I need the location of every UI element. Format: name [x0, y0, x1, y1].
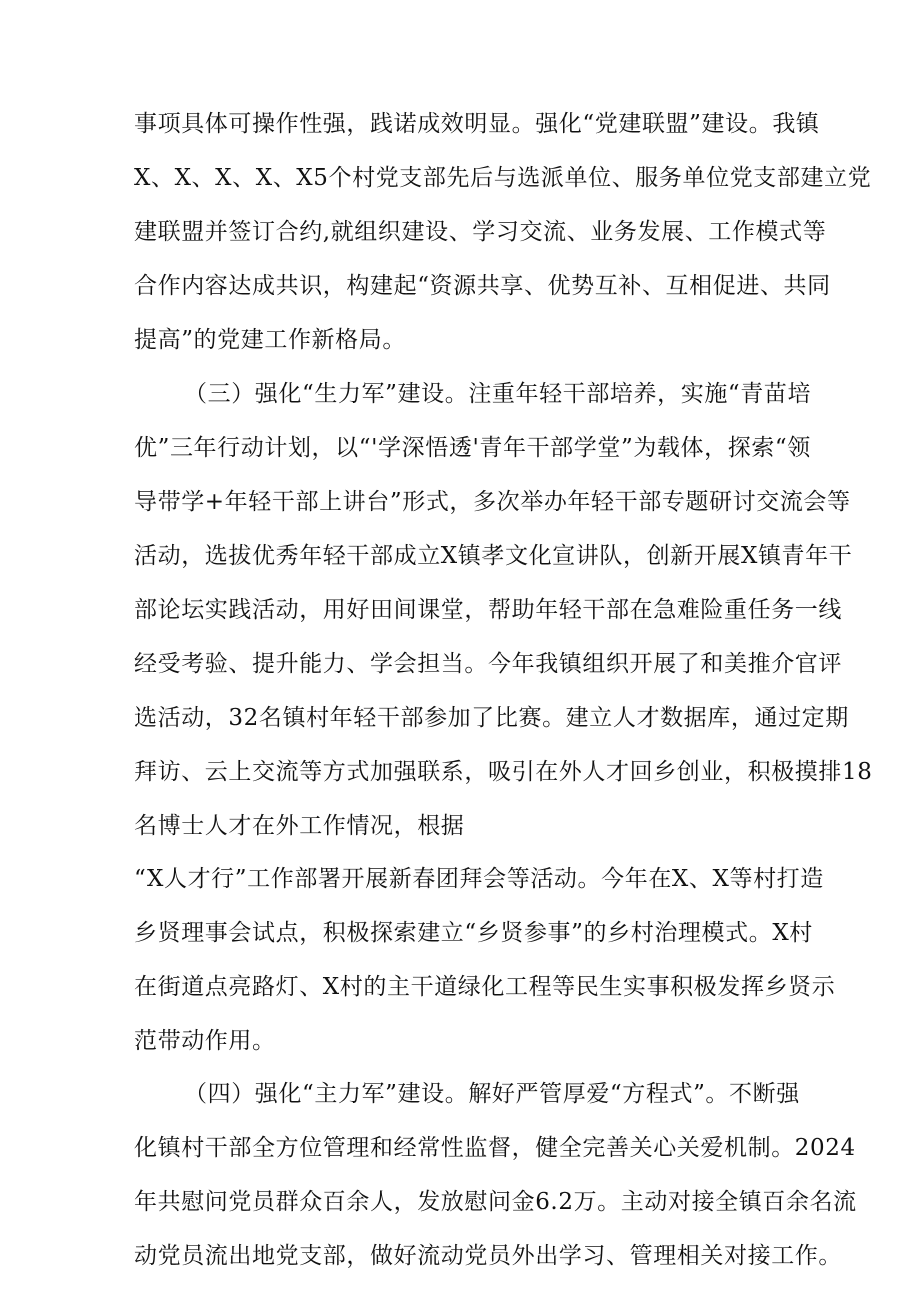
paragraph-line: 选活动，32名镇村年轻干部参加了比赛。建立人才数据库，通过定期: [134, 705, 849, 731]
paragraph-line: 经受考验、提升能力、学会担当。今年我镇组织开展了和美推介官评: [134, 651, 842, 677]
paragraph-line: 合作内容达成共识，构建起“资源共享、优势互补、互相促进、共同: [134, 273, 831, 299]
paragraph-line: 事项具体可操作性强，践诺成效明显。强化“党建联盟”建设。我镇: [134, 111, 820, 137]
paragraph-line: “X人才行”工作部署开展新春团拜会等活动。今年在X、X等村打造: [134, 866, 824, 892]
paragraph-line: 提高”的党建工作新格局。: [134, 327, 406, 353]
paragraph-line: 化镇村干部全方位管理和经常性监督，健全完善关心关爱机制。2024: [134, 1135, 856, 1161]
paragraph-line: 导带学+年轻干部上讲台”形式，多次举办年轻干部专题研讨交流会等: [134, 489, 851, 515]
paragraph-line: 乡贤理事会试点，积极探索建立“乡贤参事”的乡村治理模式。X村: [134, 920, 813, 946]
paragraph-line: 拜访、云上交流等方式加强联系，吸引在外人才回乡创业，积极摸排18: [134, 759, 873, 785]
paragraph-line: 动党员流出地党支部，做好流动党员外出学习、管理相关对接工作。: [134, 1243, 842, 1269]
paragraph-line: 在街道点亮路灯、X村的主干道绿化工程等民生实事积极发挥乡贤示: [134, 974, 836, 1000]
paragraph-line: 优”三年行动计划，以“'学深悟透'青年干部学堂”为载体，探索“领: [134, 435, 811, 461]
paragraph-line: X、X、X、X、X5个村党支部先后与选派单位、服务单位党支部建立党: [134, 165, 872, 191]
paragraph-line: 建联盟并签订合约,就组织建设、学习交流、业务发展、工作模式等: [134, 219, 827, 245]
section-heading-line: （四）强化“主力军”建设。解好严管厚爱“方程式”。不断强: [184, 1081, 800, 1107]
paragraph-line: 名博士人才在外工作情况，根据: [134, 813, 465, 839]
paragraph-line: 活动，选拔优秀年轻干部成立X镇孝文化宣讲队，创新开展X镇青年干: [134, 543, 853, 569]
paragraph-line: 范带动作用。: [134, 1028, 276, 1054]
section-heading-line: （三）强化“生力军”建设。注重年轻干部培养，实施“青苗培: [184, 381, 812, 407]
paragraph-line: 部论坛实践活动，用好田间课堂，帮助年轻干部在急难险重任务一线: [134, 597, 842, 623]
paragraph-line: 年共慰问党员群众百余人，发放慰问金6.2万。主动对接全镇百余名流: [134, 1189, 857, 1215]
